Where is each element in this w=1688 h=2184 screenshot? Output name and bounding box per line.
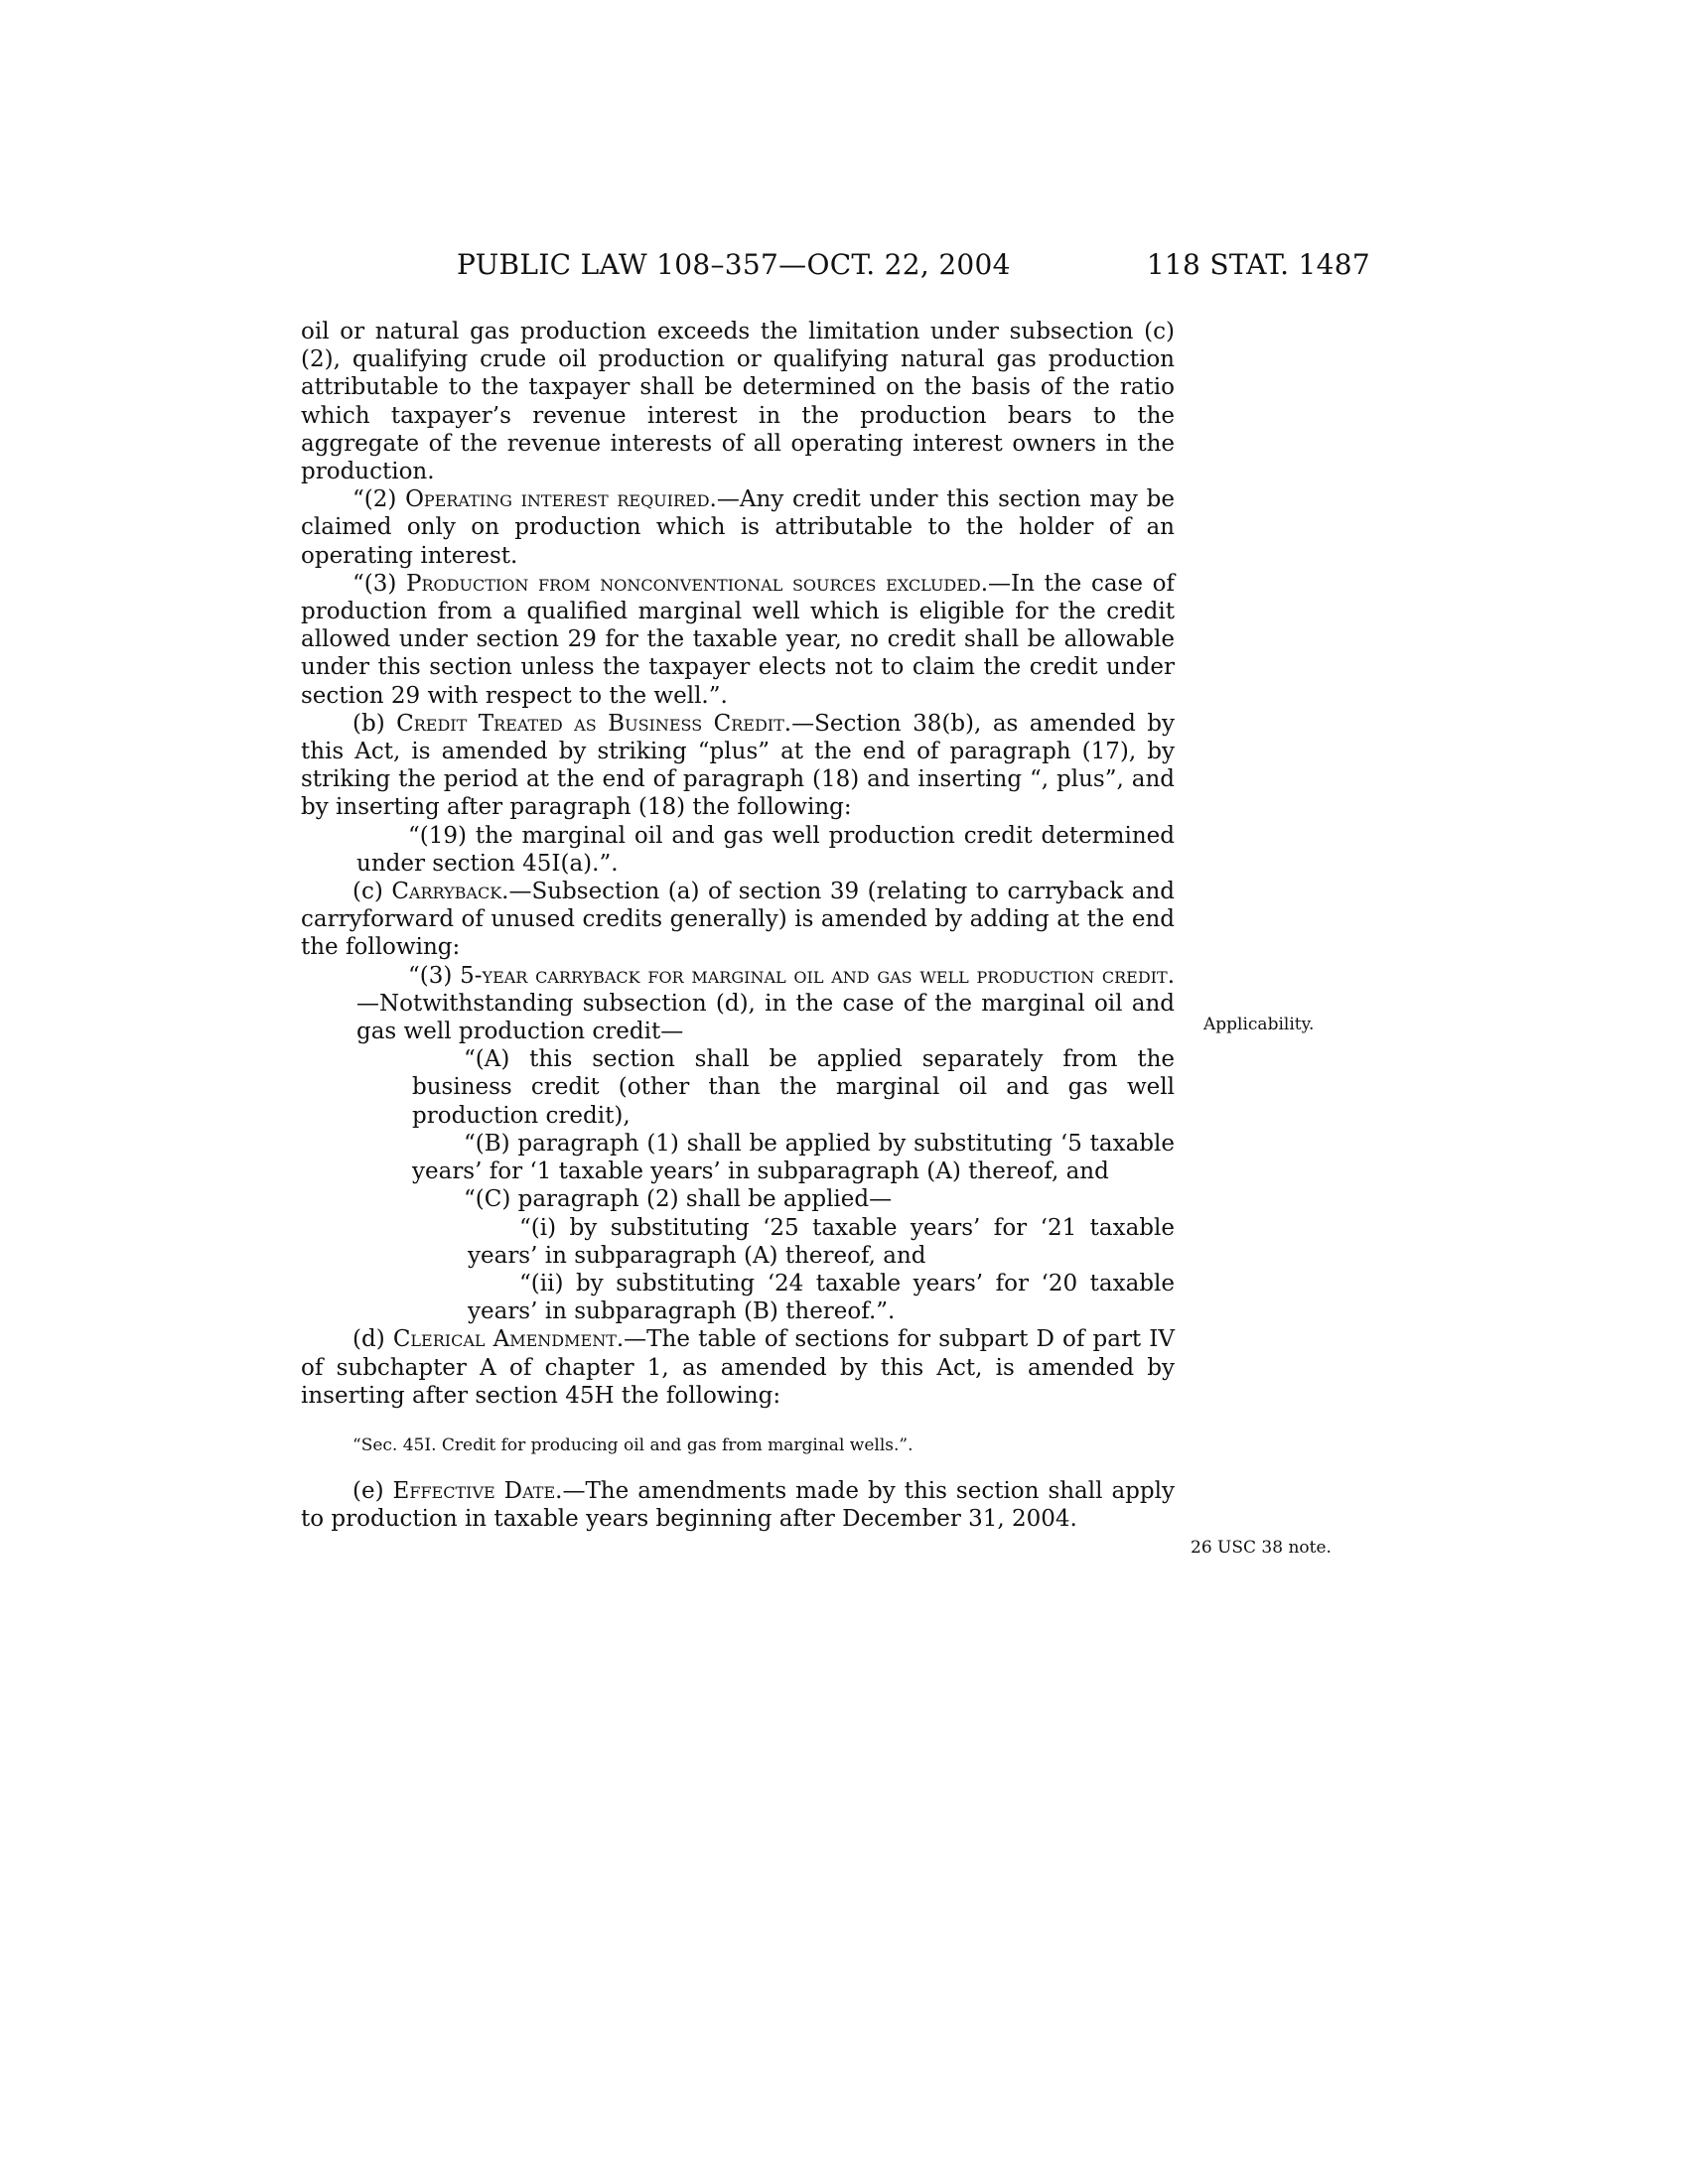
- margin-note-applicability: Applicability.: [1203, 1015, 1315, 1034]
- body-text: [301, 318, 1175, 1533]
- paragraph-operating-interest: “(2) Operating interest required.—Any credit under this section may be claimed only on production which is attributable to the holder of an operating interest.: [301, 486, 1175, 569]
- subparagraph-b: “(B) paragraph (1) shall be applied by substituting ‘5 taxable years’ for ‘1 taxable years’ in subparagraph (A) thereof, and: [412, 1130, 1175, 1185]
- paragraph-19: “(19) the marginal oil and gas well production credit determined under section 45I(a).”.: [356, 822, 1175, 877]
- subsection-c: (c) Carryback.—Subsection (a) of section 39 (relating to carryback and carryforward of unused credits generally) is amended by adding at the end the following:: [301, 879, 1176, 961]
- subsection-d: (d) Clerical Amendment.—The table of sections for subpart D of part IV of subchapter A of chapter 1, as amended by this Act, is amended by inserting after section 45H the following:: [301, 1326, 1175, 1409]
- running-header: [457, 248, 1370, 288]
- subsection-heading: Effective Date: [392, 1477, 556, 1504]
- subsection-b: (b) Credit Treated as Business Credit.—Section 38(b), as amended by this Act, is amended by striking “plus” at the end of paragraph (17), by striking the period at the end of paragraph (18) and inserting “, plus”, and by inserting after paragraph (18) the following:: [301, 710, 1176, 821]
- header-page-number: 118 STAT. 1487: [1146, 248, 1370, 281]
- paragraph-continuation: oil or natural gas production exceeds the limitation under subsection (c)(2), qualifying crude oil production or qualifying natural gas production attributable to the taxpayer shall be determined on the basis of the ratio which taxpayer’s revenue interest in the production bears to the aggregate of the revenue interests of all operating interest owners in the production.: [301, 319, 1175, 485]
- subparagraph-c: “(C) paragraph (2) shall be applied—: [464, 1186, 893, 1213]
- subparagraph-a: “(A) this section shall be applied separately from the business credit (other than the marginal oil and gas well production credit),: [412, 1046, 1175, 1129]
- paragraph-heading: 5-year carryback for marginal oil and gas well production credit: [460, 962, 1168, 989]
- subsection-e: (e) Effective Date.—The amendments made by this section shall apply to production in taxable years beginning after December 31, 2004.: [301, 1477, 1175, 1533]
- clause-ii: “(ii) by substituting ‘24 taxable years’ for ‘20 taxable years’ in subparagraph (B) thereof.”.: [468, 1270, 1175, 1325]
- subsection-heading: Carryback: [391, 879, 502, 905]
- paragraph-nonconventional-sources: “(3) Production from nonconventional sources excluded.—In the case of production from a qualified marginal well which is eligible for the credit allowed under section 29 for the taxable year, no credit shall be allowable under this section unless the taxpayer elects not to claim the credit under section 29 with respect to the well.”.: [301, 570, 1175, 709]
- header-citation: PUBLIC LAW 108–357—OCT. 22, 2004: [457, 248, 1011, 281]
- table-of-sections-entry: “Sec. 45I. Credit for producing oil and gas from marginal wells.”.: [352, 1434, 914, 1455]
- paragraph-heading: Production from nonconventional sources excluded: [406, 570, 981, 597]
- clause-i: “(i) by substituting ‘25 taxable years’ for ‘21 taxable years’ in subparagraph (A) thereof, and: [468, 1214, 1175, 1269]
- paragraph-heading: Operating interest required: [405, 486, 710, 513]
- subsection-heading: Credit Treated as Business Credit: [396, 710, 784, 737]
- subsection-heading: Clerical Amendment: [392, 1326, 617, 1353]
- paragraph-carryback-3: “(3) 5-year carryback for marginal oil and gas well production credit.—Notwithstanding subsection (d), in the case of the marginal oil and gas well production credit—: [356, 962, 1175, 1045]
- margin-note-usc: 26 USC 38 note.: [1191, 1538, 1332, 1558]
